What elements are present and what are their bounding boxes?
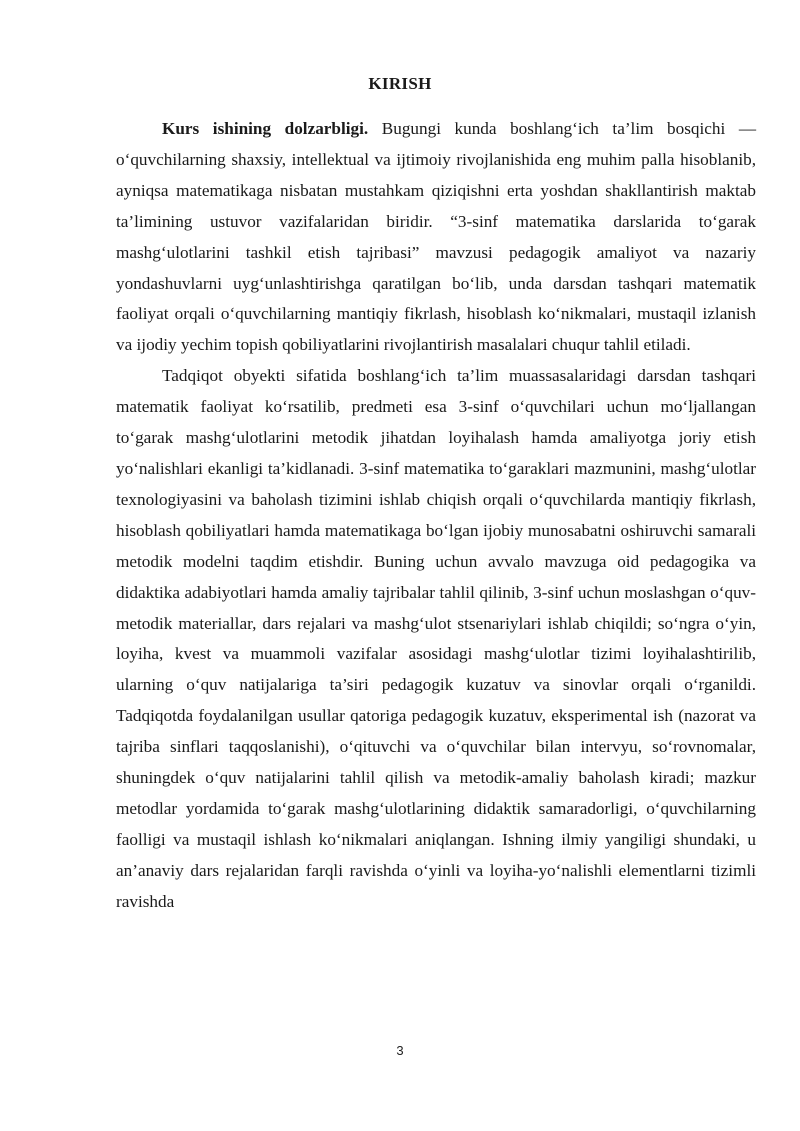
section-heading: KIRISH bbox=[368, 74, 432, 93]
paragraph-research-object: Tadqiqot obyekti sifatida boshlang‘ich ta’lim muassasalaridagi darsdan tashqari matematik faoliyat ko‘rsatilib, predmeti esa 3-sinf o‘quvchilari uchun mo‘ljallangan to‘garak mashg‘ulotlarini metodik jihatdan loyihalash hamda amaliyotga joriy etish yo‘nalishlari ekanligi ta’kidlanadi. 3-sinf matematika to‘garaklari mazmunini, mashg‘ulotlar texnologiyasini va baholash tizimini ishlab chiqish orqali o‘quvchilarda mantiqiy fikrlash, hisoblash qobiliyatlari hamda matematikaga bo‘lgan ijobiy munosabatni oshiruvchi samarali metodik modelni taqdim etishdir. Buning uchun avvalo mavzuga oid pedagogika va didaktika adabiyotlari hamda amaliy tajribalar tahlil qilinib, 3-sinf uchun moslashgan o‘quv-metodik materiallar, dars rejalari va mashg‘ulot stsenariylari ishlab chiqildi; so‘ngra o‘yin, loyiha, kvest va muammoli vazifalar asosidagi mashg‘ulotlar tizimi loyihalashtirilib, ularning o‘quv natijalariga ta’siri pedagogik kuzatuv va sinovlar orqali o‘rganildi. Tadqiqotda foydalanilgan usullar qatoriga pedagogik kuzatuv, eksperimental ish (nazorat va tajriba sinflari taqqoslanishi), o‘qituvchi va o‘quvchilar bilan intervyu, so‘rovnomalar, shuningdek o‘quv natijalarini tahlil qilish va metodik-amaliy baholash kiradi; mazkur metodlar yordamida to‘garak mashg‘ulotlarining didaktik samaradorligi, o‘quvchilarning faolligi va mustaqil ishlash ko‘nikmalari aniqlangan. Ishning ilmiy yangiligi shundaki, u an’anaviy dars rejalaridan farqli ravishda o‘yinli va loyiha-yo‘nalishli elementlarni tizimli ravishda bbox=[116, 366, 756, 911]
page-number: 3 bbox=[396, 1043, 404, 1058]
paragraph-relevance-text: Bugungi kunda boshlang‘ich ta’lim bosqichi — o‘quvchilarning shaxsiy, intellektual va ijtimoiy rivojlanishida eng muhim palla hisoblanib, ayniqsa matematikaga nisbatan mustahkam qiziqishni erta yoshdan shakllantirish maktab ta’limining ustuvor vazifalaridan biridir. “3-sinf matematika darslarida to‘garak mashg‘ulotlarini tashkil etish tajribasi” mavzusi pedagogik amaliyot va nazariy yondashuvlarni uyg‘unlashtirishga qaratilgan bo‘lib, unda darsdan tashqari matematik faoliyat orqali o‘quvchilarning mantiqiy fikrlash, hisoblash ko‘nikmalari, mustaqil izlanish va ijodiy yechim topish qobiliyatlarini rivojlantirish masalalari chuqur tahlil etiladi. bbox=[116, 119, 757, 355]
paragraph-lead: Kurs ishining dolzarbligi. bbox=[162, 119, 369, 138]
paragraph-relevance bbox=[116, 114, 756, 361]
body-text bbox=[116, 114, 756, 918]
